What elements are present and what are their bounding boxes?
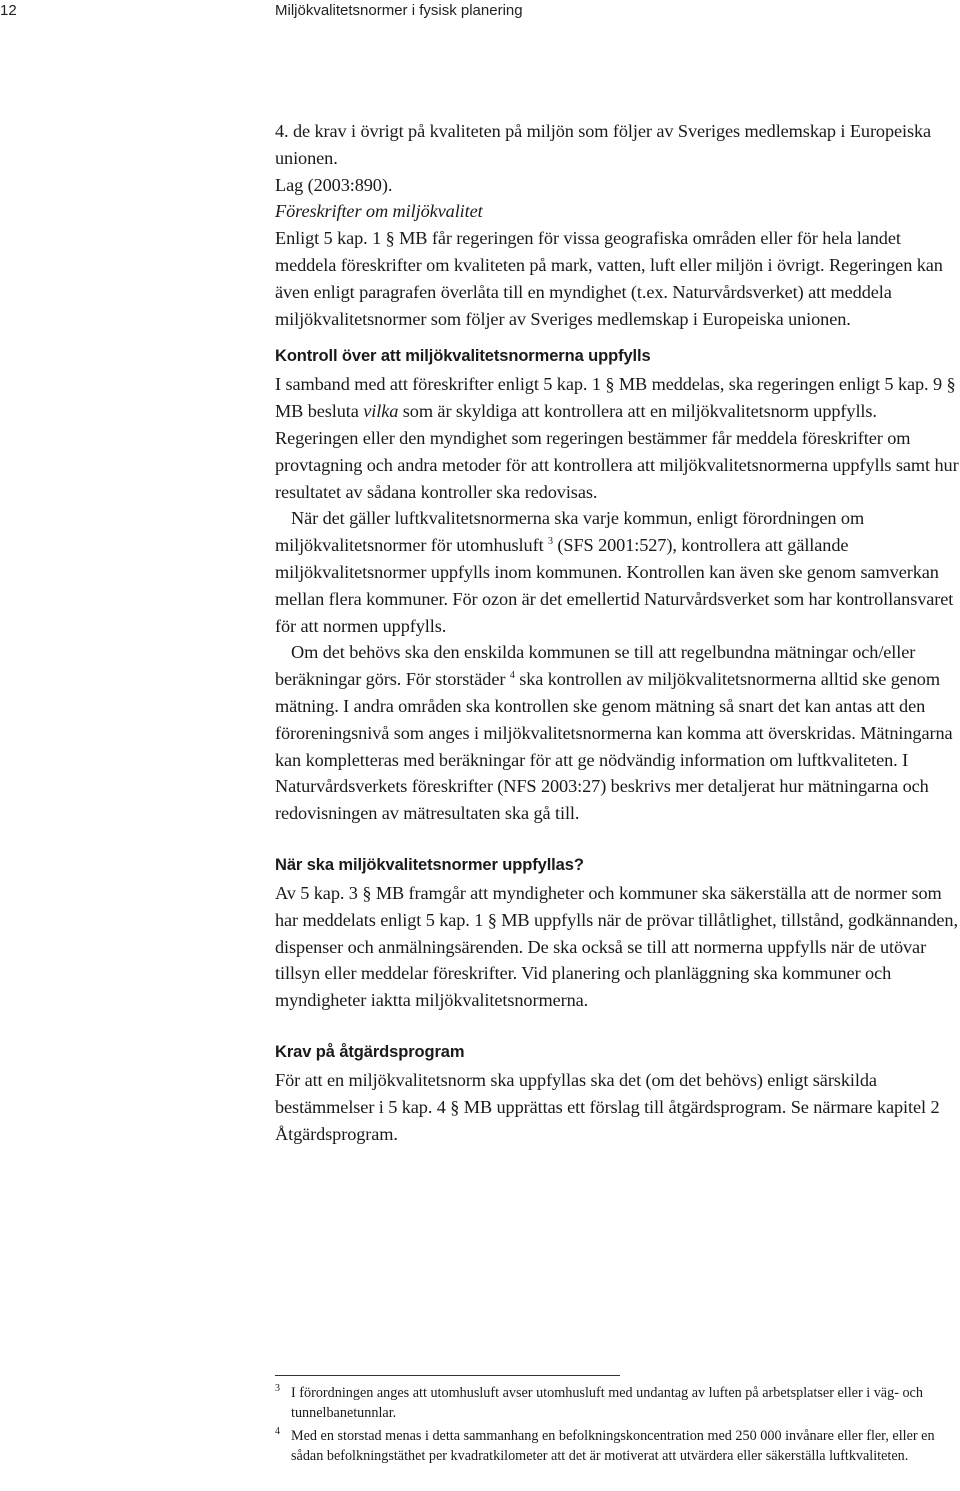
heading-krav: Krav på åtgärdsprogram (275, 1042, 465, 1061)
paragraph-kontroll-2 (275, 505, 960, 639)
footnote-4: 4 Med en storstad menas i detta sammanhang en befolkningskoncentration med 250 000 invånare eller fler, eller en sådan befolkningstäthet per kvadratkilometer att det är motiverat att utvärdera eller säkerställa luftkvaliteten. (275, 1426, 935, 1464)
text-run: som är skyldiga att kontrollera att en miljökvalitetsnorm uppfylls. Regeringen eller den myndighet som regeringen bestämmer får meddela föreskrifter om provtagning och andra metoder för att kontrollera att miljökvalitetsnormerna uppfylls samt hur resultatet av sådana kontroller ska redovisas. (275, 401, 959, 502)
footnote-rule (275, 1375, 620, 1376)
paragraph-kontroll-1 (275, 371, 960, 505)
paragraph-krav: För att en miljökvalitetsnorm ska uppfyllas ska det (om det behövs) enligt särskilda bestämmelser i 5 kap. 4 § MB upprättas ett förslag till åtgärdsprogram. Se närmare kapitel 2 Åtgärdsprogram. (275, 1069, 940, 1144)
law-reference: Lag (2003:890). (275, 174, 393, 195)
text-run: ska kontrollen av miljökvalitetsnormerna alltid ske genom mätning. I andra områden ska kontrollen ske genom mätning så snart det kan antas att den föroreningsnivå som anges i miljökvalitetsnormerna kan komma att överskridas. Mätningarna kan kompletteras med beräkningar för att ge nödvändig information om luftkvaliteten. I Naturvårdsverkets föreskrifter (NFS 2003:27) beskrivs mer detaljerat hur mätningarna och redovisningen av mätresultaten ska gå till. (275, 669, 953, 824)
text-run: I samband med att föreskrifter enligt 5 kap. 1 § MB meddelas, ska regeringen enligt 5 kap. 9 § MB besluta (275, 374, 956, 422)
footnote-3: 3 I förordningen anges att utomhusluft avser utomhusluft med undantag av luften på arbetsplatser eller i väg- och tunnelbanetunnlar. (275, 1383, 923, 1421)
paragraph-nar: Av 5 kap. 3 § MB framgår att myndigheter och kommuner ska säkerställa att de normer som har meddelats enligt 5 kap. 1 § MB uppfylls när de prövar tillåtlighet, tillstånd, godkännanden, dispenser och anmälningsärenden. De ska också se till att normerna uppfylls när de utövar tillsyn eller meddelar föreskrifter. Vid planering och planläggning ska kommuner och myndigheter iaktta miljökvalitetsnormerna. (275, 882, 958, 1011)
page-number: 12 (0, 2, 17, 19)
text-run: När det gäller luftkvalitetsnormerna ska varje kommun, enligt förordningen om miljökvalitetsnormer för utomhusluft (275, 508, 865, 556)
footnote-ref-4[interactable]: 4 (509, 670, 515, 682)
paragraph-foreskrifter: Enligt 5 kap. 1 § MB får regeringen för vissa geografiska områden eller för hela landet meddela föreskrifter om kvaliteten på mark, vatten, luft eller miljön i övrigt. Regeringen kan även enligt paragrafen överlåta till en myndighet (t.ex. Naturvårdsverket) att meddela miljökvalitetsnormer som följer av Sveriges medlemskap i Europeiska unionen. (275, 228, 943, 329)
text-run: Om det behövs ska den enskilda kommunen se till att regelbundna mätningar och/eller beräkningar görs. För storstäder (275, 642, 916, 690)
running-title: Miljökvalitetsnormer i fysisk planering (275, 2, 523, 19)
text-run: (SFS 2001:527), kontrollera att gällande miljökvalitetsnormer uppfylls inom kommunen. Kontrollen kan även ske genom samverkan mellan flera kommuner. För ozon är det emellertid Naturvårdsverket som har kontrollansvaret för att normen uppfylls. (275, 535, 954, 636)
footnote-text: Med en storstad menas i detta sammanhang en befolkningskoncentration med 250 000 invånare eller fler, eller en sådan befolkningstäthet per kvadratkilometer att det är motiverat att utvärdera eller säkerställa luftkvaliteten. (291, 1428, 935, 1464)
paragraph-kontroll-3 (275, 639, 960, 827)
heading-kontroll: Kontroll över att miljökvalitetsnormerna uppfylls (275, 347, 651, 366)
heading-nar: När ska miljökvalitetsnormer uppfyllas? (275, 855, 584, 874)
footnote-ref-3[interactable]: 3 (548, 536, 553, 548)
emphasis-vilka: vilka (363, 401, 399, 422)
footnotes (275, 1375, 960, 1469)
subheading-foreskrifter: Föreskrifter om miljökvalitet (275, 201, 483, 222)
footnote-text: I förordningen anges att utomhusluft avser utomhusluft med undantag av luften på arbetsplatser eller i väg- och tunnelbanetunnlar. (291, 1385, 923, 1421)
main-text (275, 118, 960, 1147)
list-item-4: 4. de krav i övrigt på kvaliteten på miljön som följer av Sveriges medlemskap i Europeiska unionen. (275, 121, 932, 168)
